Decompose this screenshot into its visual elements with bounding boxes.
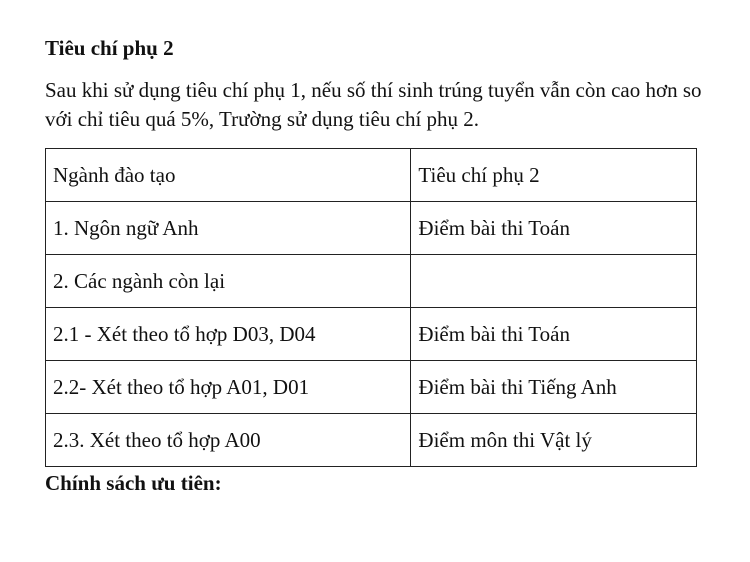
table-row xyxy=(46,255,697,308)
table-cell-major: 2.1 - Xét theo tổ hợp D03, D04 xyxy=(46,308,411,361)
table-cell-criterion xyxy=(411,255,697,308)
table-cell-major: 2. Các ngành còn lại xyxy=(46,255,411,308)
table-cell-major: 2.2- Xét theo tổ hợp A01, D01 xyxy=(46,361,411,414)
table-cell-criterion: Điểm bài thi Tiếng Anh xyxy=(411,361,697,414)
column-header-criterion: Tiêu chí phụ 2 xyxy=(411,149,697,202)
table-cell-criterion: Điểm bài thi Toán xyxy=(411,202,697,255)
section-paragraph: Sau khi sử dụng tiêu chí phụ 1, nếu số thí sinh trúng tuyển vẫn còn cao hơn so với chỉ tiêu quá 5%, Trường sử dụng tiêu chí phụ 2. xyxy=(45,78,702,131)
section-heading: Tiêu chí phụ 2 xyxy=(45,36,174,60)
criteria-table xyxy=(45,148,697,467)
column-header-major: Ngành đào tạo xyxy=(46,149,411,202)
table-row xyxy=(46,308,697,361)
table-cell-major: 1. Ngôn ngữ Anh xyxy=(46,202,411,255)
table-cell-criterion: Điểm môn thi Vật lý xyxy=(411,414,697,467)
table-row xyxy=(46,202,697,255)
table-cell-major: 2.3. Xét theo tổ hợp A00 xyxy=(46,414,411,467)
next-section-heading: Chính sách ưu tiên: xyxy=(45,471,222,495)
table-cell-criterion: Điểm bài thi Toán xyxy=(411,308,697,361)
document-page xyxy=(45,34,705,497)
table-row xyxy=(46,414,697,467)
table-header-row xyxy=(46,149,697,202)
table-row xyxy=(46,361,697,414)
